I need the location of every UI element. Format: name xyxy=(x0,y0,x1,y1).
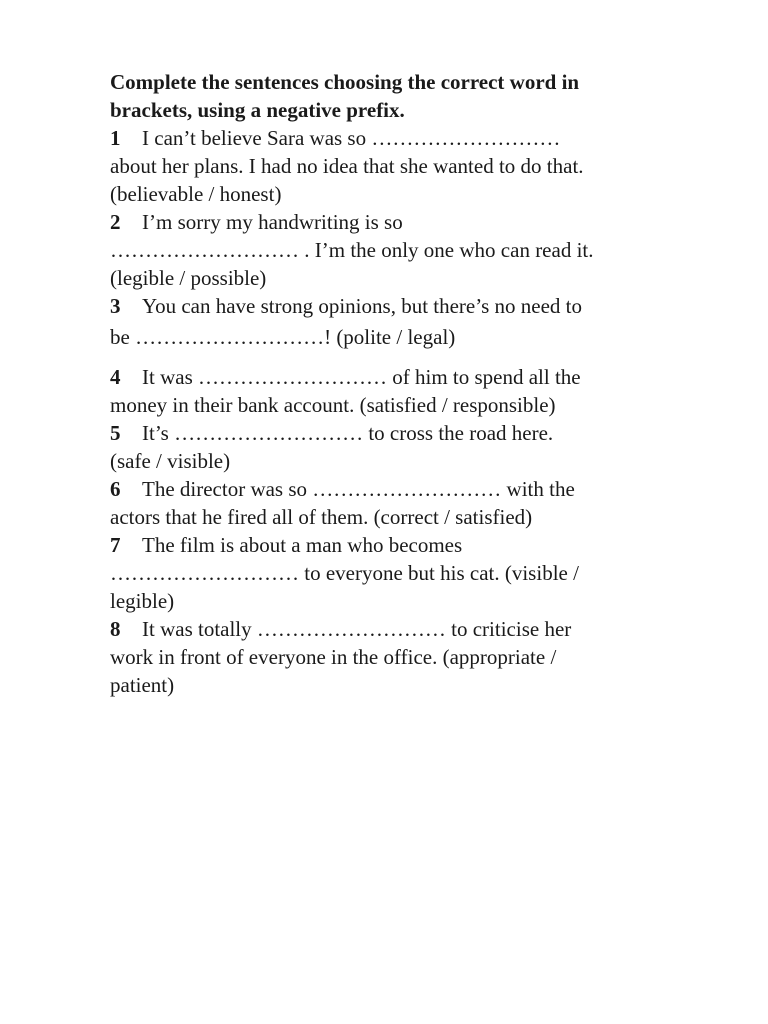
exercise-line xyxy=(110,208,710,236)
item-text: I can’t believe Sara was so ……………………… xyxy=(142,126,561,150)
item-text: It was totally ……………………… to criticise her xyxy=(142,617,572,641)
item-number: 8 xyxy=(110,617,121,641)
item-number: 3 xyxy=(110,294,121,318)
exercise-line xyxy=(110,124,710,152)
exercise-item-1 xyxy=(110,124,710,208)
item-number: 4 xyxy=(110,365,121,389)
exercise-line xyxy=(110,475,710,503)
exercise-line xyxy=(110,419,710,447)
instructions-line-1: Complete the sentences choosing the correct word in xyxy=(110,70,580,94)
worksheet xyxy=(110,68,710,699)
exercise-line: (legible / possible) xyxy=(110,266,267,290)
exercise-line xyxy=(110,363,710,391)
exercise-line: ……………………… . I’m the only one who can read it. xyxy=(110,238,594,262)
item-text: The film is about a man who becomes xyxy=(142,533,463,557)
exercise-line xyxy=(110,292,710,320)
exercise-line: patient) xyxy=(110,673,175,697)
exercise-item-7 xyxy=(110,531,710,615)
exercise-line: work in front of everyone in the office. (appropriate / xyxy=(110,645,557,669)
exercise-line: about her plans. I had no idea that she wanted to do that. xyxy=(110,154,584,178)
instructions-heading xyxy=(110,68,710,124)
exercise-line xyxy=(110,531,710,559)
exercise-item-6 xyxy=(110,475,710,531)
item-text: It was ……………………… of him to spend all the xyxy=(142,365,581,389)
exercise-line: (believable / honest) xyxy=(110,182,282,206)
exercise-line: actors that he fired all of them. (correct / satisfied) xyxy=(110,505,533,529)
item-text: It’s ……………………… to cross the road here. xyxy=(142,421,554,445)
item-number: 6 xyxy=(110,477,121,501)
item-number: 1 xyxy=(110,126,121,150)
item-number: 7 xyxy=(110,533,121,557)
exercise-line xyxy=(110,615,710,643)
item-text: You can have strong opinions, but there’s no need to xyxy=(142,294,582,318)
exercise-item-2 xyxy=(110,208,710,292)
exercise-item-8 xyxy=(110,615,710,699)
exercise-line: (safe / visible) xyxy=(110,449,231,473)
exercise-item-4 xyxy=(110,363,710,419)
exercise-line: money in their bank account. (satisfied / responsible) xyxy=(110,393,556,417)
exercise-item-3 xyxy=(110,292,710,351)
exercise-item-5 xyxy=(110,419,710,475)
instructions-line-2: brackets, using a negative prefix. xyxy=(110,98,405,122)
item-text: I’m sorry my handwriting is so xyxy=(142,210,403,234)
exercise-line: be ………………………! (polite / legal) xyxy=(110,325,456,349)
item-number: 5 xyxy=(110,421,121,445)
item-number: 2 xyxy=(110,210,121,234)
item-text: The director was so ……………………… with the xyxy=(142,477,575,501)
exercise-line: legible) xyxy=(110,589,175,613)
exercise-line: ……………………… to everyone but his cat. (visible / xyxy=(110,561,579,585)
